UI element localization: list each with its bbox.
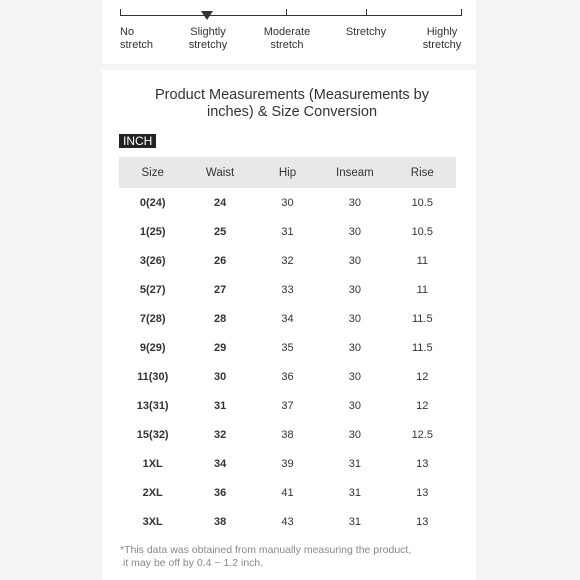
table-cell: 27 — [213, 283, 227, 296]
column-header-size: Size — [119, 157, 186, 188]
scale-tick — [366, 9, 367, 16]
table-cell: 5(27) — [139, 283, 166, 296]
table-cell: 32 — [281, 254, 294, 267]
table-cell: 32 — [213, 428, 227, 441]
table-cell: 10.5 — [411, 225, 433, 238]
table-cell: 41 — [281, 486, 294, 499]
table-cell: 3(26) — [139, 254, 166, 267]
scale-tick — [120, 9, 121, 16]
table-cell: 2XL — [142, 486, 163, 499]
table-cell: 30 — [281, 196, 294, 209]
table-cell: 1XL — [142, 457, 163, 470]
table-cell: 11.5 — [411, 312, 433, 325]
footnote-line: it may be off by 0.4 ~ 1.2 inch. — [123, 557, 264, 569]
scale-label-moderate-stretch: Moderate stretch — [263, 26, 311, 51]
table-cell: 30 — [213, 370, 227, 383]
footnote — [120, 544, 460, 570]
table-cell: 30 — [348, 196, 361, 209]
table-cell: 30 — [348, 312, 361, 325]
scale-label-no-stretch: No stretch — [120, 26, 154, 51]
column-header-rise: Rise — [389, 157, 456, 188]
table-cell: 34 — [281, 312, 294, 325]
table-cell: 30 — [348, 254, 361, 267]
table-cell: 3XL — [142, 515, 163, 528]
table-cell: 31 — [348, 457, 361, 470]
table-cell: 24 — [213, 196, 227, 209]
table-cell: 31 — [213, 399, 227, 412]
table-cell: 11.5 — [411, 341, 433, 354]
page-title: Product Measurements (Measurements by inches) & Size Conversion — [155, 87, 429, 120]
column-header-waist: Waist — [186, 157, 253, 188]
table-cell: 13 — [416, 515, 429, 528]
scale-label-slightly-stretchy: Slightly stretchy — [188, 26, 228, 51]
unit-badge: INCH — [119, 134, 156, 148]
table-cell: 36 — [281, 370, 294, 383]
stretch-pointer-icon — [201, 11, 213, 20]
table-cell: 7(28) — [139, 312, 166, 325]
table-cell: 43 — [281, 515, 294, 528]
table-row — [119, 217, 456, 246]
column-header-inseam: Inseam — [321, 157, 388, 188]
table-cell: 26 — [213, 254, 227, 267]
table-cell: 0(24) — [139, 196, 166, 209]
table-row — [119, 333, 456, 362]
scale-tick — [461, 9, 462, 16]
table-row — [119, 449, 456, 478]
table-cell: 13 — [416, 486, 429, 499]
table-cell: 12 — [416, 399, 429, 412]
table-cell: 31 — [281, 225, 294, 238]
table-cell: 11 — [416, 283, 428, 296]
table-cell: 31 — [348, 486, 361, 499]
table-cell: 35 — [281, 341, 294, 354]
table-cell: 30 — [348, 283, 361, 296]
table-cell: 25 — [213, 225, 227, 238]
stretch-scale — [102, 0, 476, 64]
table-cell: 30 — [348, 428, 361, 441]
table-header-row — [119, 157, 456, 188]
table-cell: 30 — [348, 225, 361, 238]
table-cell: 13(31) — [136, 399, 169, 412]
table-row — [119, 304, 456, 333]
table-row — [119, 391, 456, 420]
scale-label-highly-stretchy: Highly stretchy — [422, 26, 462, 51]
table-row — [119, 507, 456, 536]
table-cell: 33 — [281, 283, 294, 296]
scale-tick — [286, 9, 287, 16]
table-cell: 37 — [281, 399, 294, 412]
table-cell: 11(30) — [137, 370, 169, 383]
table-cell: 28 — [213, 312, 227, 325]
footnote-line: *This data was obtained from manually measuring the product, — [120, 544, 412, 556]
table-cell: 38 — [281, 428, 294, 441]
size-table — [119, 157, 456, 536]
table-cell: 11 — [416, 254, 428, 267]
table-row — [119, 275, 456, 304]
table-cell: 36 — [213, 486, 227, 499]
table-row — [119, 362, 456, 391]
table-cell: 34 — [213, 457, 227, 470]
table-cell: 30 — [348, 399, 361, 412]
table-cell: 10.5 — [411, 196, 433, 209]
table-body — [119, 188, 456, 536]
table-cell: 29 — [213, 341, 227, 354]
table-cell: 15(32) — [136, 428, 169, 441]
table-cell: 12 — [416, 370, 429, 383]
table-row — [119, 188, 456, 217]
table-cell: 38 — [213, 515, 227, 528]
table-cell: 12.5 — [411, 428, 433, 441]
table-row — [119, 246, 456, 275]
column-header-hip: Hip — [254, 157, 321, 188]
table-cell: 13 — [416, 457, 429, 470]
table-cell: 30 — [348, 370, 361, 383]
table-row — [119, 478, 456, 507]
measurements-card — [102, 70, 476, 580]
table-cell: 9(29) — [139, 341, 166, 354]
table-row — [119, 420, 456, 449]
scale-label-stretchy: Stretchy — [345, 26, 387, 38]
table-cell: 1(25) — [139, 225, 166, 238]
table-cell: 31 — [348, 515, 361, 528]
table-cell: 30 — [348, 341, 361, 354]
table-cell: 39 — [281, 457, 294, 470]
stretch-scale-line — [120, 15, 462, 16]
